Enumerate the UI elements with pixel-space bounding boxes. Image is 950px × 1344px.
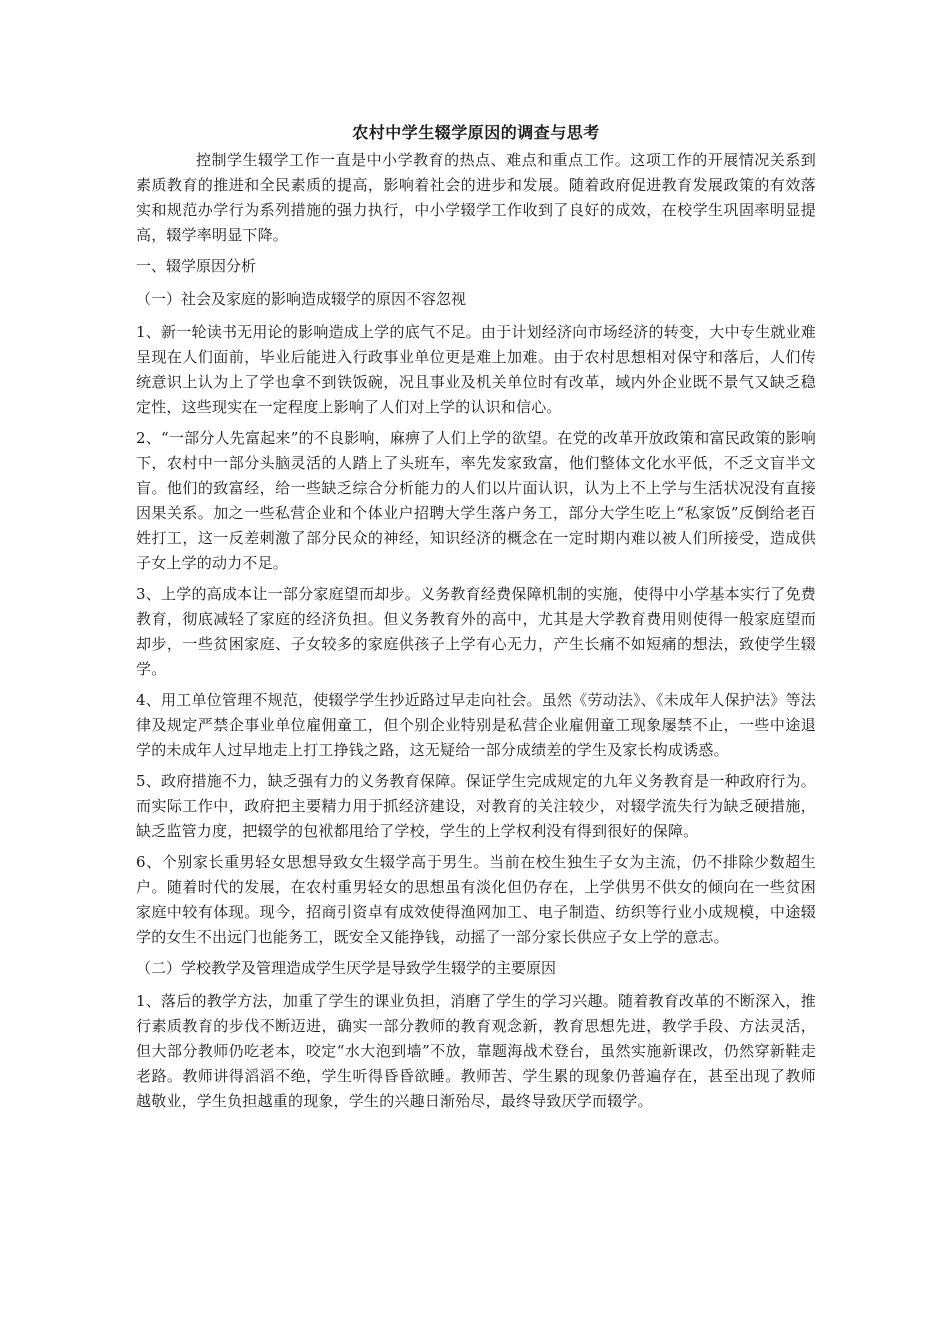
intro-paragraph: 控制学生辍学工作一直是中小学教育的热点、难点和重点工作。这项工作的开展情况关系到素质教育的推进和全民素质的提高，影响着社会的进步和发展。随着政府促进教育发展政策的有效落实和规范办学行为系列措施的强力执行，中小学辍学工作收到了良好的成效，在校学生巩固率明显提高，辍学率明显下降。 — [136, 151, 816, 244]
paragraph: 1、落后的教学方法，加重了学生的课业负担，消磨了学生的学习兴趣。随着教育改革的不断深入，推行素质教育的步伐不断迈进，确实一部分教师的教育观念新，教育思想先进，教学手段、方法灵活，但大部分教师仍吃老本，咬定“水大泡到墙”不放，靠题海战术登台，虽然实施新课改，仍然穿新鞋走老路。教师讲得滔滔不绝，学生听得昏昏欲睡。教师苦、学生累的现象仍普遍存在，甚至出现了教师越敬业，学生负担越重的现象，学生的兴趣日渐殆尽，最终导致厌学而辍学。 — [136, 992, 816, 1110]
paragraph: 1、新一轮读书无用论的影响造成上学的底气不足。由于计划经济向市场经济的转变，大中专生就业难呈现在人们面前，毕业后能进入行政事业单位更是难上加难。由于农村思想相对保守和落后，人们传统意识上认为上了学也拿不到铁饭碗，况且事业及机关单位时有改革，域内外企业既不景气又缺乏稳定性，这些现实在一定程度上影响了人们对上学的认识和信心。 — [136, 323, 816, 416]
section-heading: 一、辍学原因分析 — [136, 257, 257, 275]
paragraph: 3、上学的高成本让一部分家庭望而却步。义务教育经费保障机制的实施，使得中小学基本实行了免费教育，彻底减轻了家庭的经济负担。但义务教育外的高中，尤其是大学教育费用则使得一般家庭望而却步，一些贫困家庭、子女较多的家庭供孩子上学有心无力，产生长痛不如短痛的想法，致使学生辍学。 — [136, 585, 816, 678]
paragraph: 5、政府措施不力，缺乏强有力的义务教育保障。保证学生完成规定的九年义务教育是一种政府行为。而实际工作中，政府把主要精力用于抓经济建设，对教育的关注较少，对辍学流失行为缺乏硬措施，缺乏监管力度，把辍学的包袱都甩给了学校，学生的上学权利没有得到很好的保障。 — [136, 772, 816, 840]
document-page — [136, 120, 816, 1120]
document-title: 农村中学生辍学原因的调查与思考 — [352, 123, 600, 142]
paragraph: 4、用工单位管理不规范，使辍学学生抄近路过早走向社会。虽然《劳动法》、《未成年人保护法》等法律及规定严禁企事业单位雇佣童工，但个别企业特别是私营企业雇佣童工现象屡禁不止，一些中途退学的未成年人过早地走上打工挣钱之路，这无疑给一部分成绩差的学生及家长构成诱惑。 — [136, 691, 816, 759]
subsection-heading: （一）社会及家庭的影响造成辍学的原因不容忽视 — [136, 290, 467, 308]
paragraph: 6、个别家长重男轻女思想导致女生辍学高于男生。当前在校生独生子女为主流，仍不排除少数超生户。随着时代的发展，在农村重男轻女的思想虽有淡化但仍存在，上学供男不供女的倾向在一些贫困家庭中较有体现。现今，招商引资卓有成效使得渔网加工、电子制造、纺织等行业小成规模，中途辍学的女生不出远门也能务工，既安全又能挣钱，动摇了一部分家长供应子女上学的意志。 — [136, 853, 816, 946]
subsection-heading: （二）学校教学及管理造成学生厌学是导致学生辍学的主要原因 — [136, 959, 557, 977]
paragraph: 2、“一部分人先富起来”的不良影响，麻痹了人们上学的欲望。在党的改革开放政策和富民政策的影响下，农村中一部分头脑灵活的人踏上了头班车，率先发家致富，他们整体文化水平低，不乏文盲半文盲。他们的致富经，给一些缺乏综合分析能力的人们以片面认识，认为上不上学与生活状况没有直接因果关系。加之一些私营企业和个体业户招聘大学生落户务工，部分大学生吃上“私家饭”反倒给老百姓打工，这一反差刺激了部分民众的神经，知识经济的概念在一定时期内难以被人们所接受，造成供子女上学的动力不足。 — [136, 429, 816, 572]
